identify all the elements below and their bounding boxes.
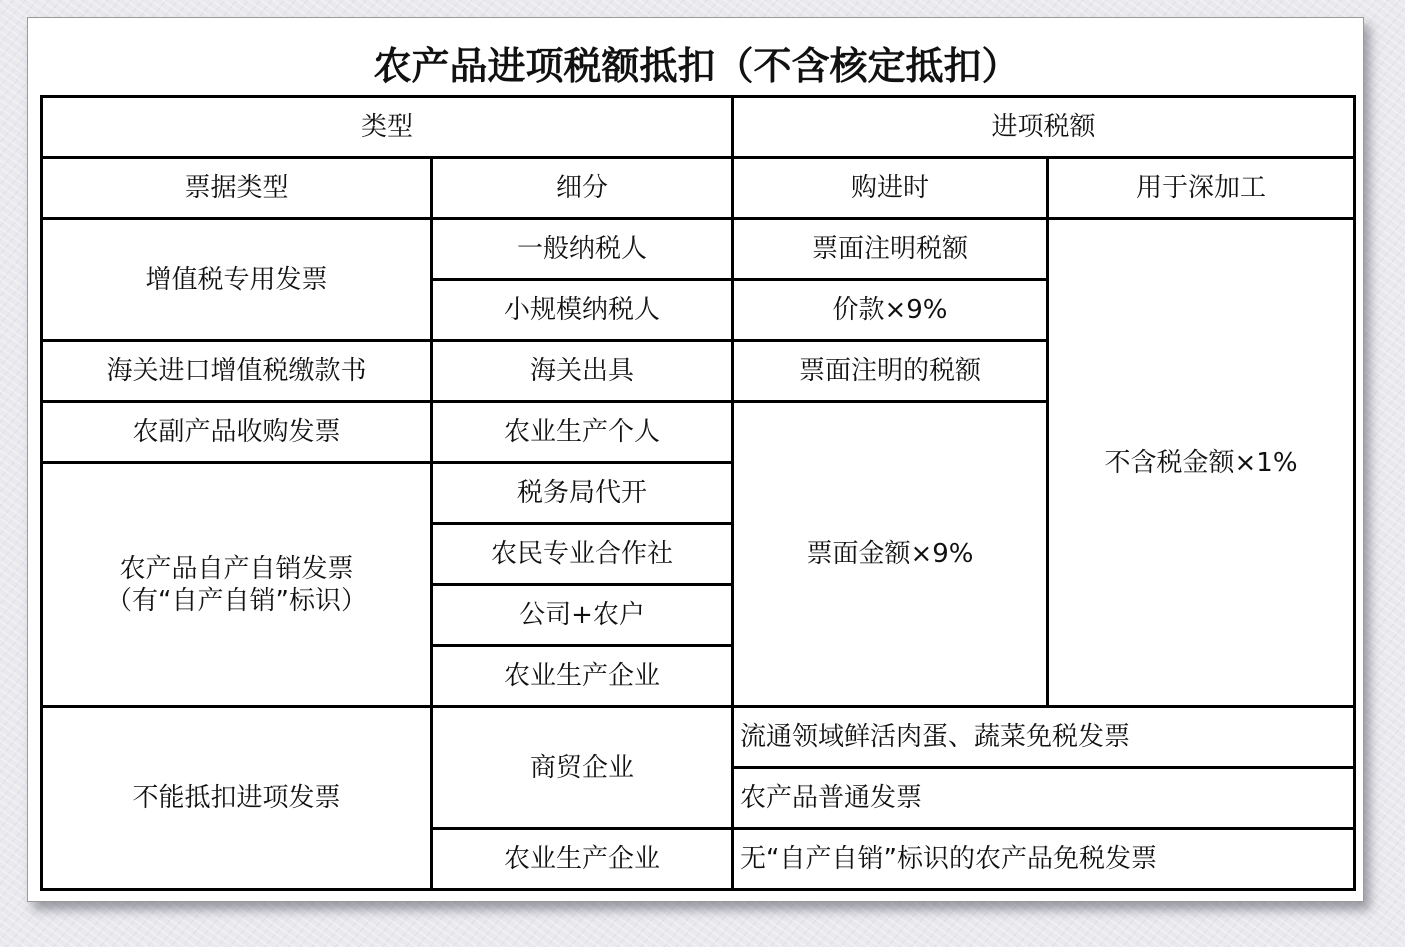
header-input-tax: 进项税额 [733, 97, 1355, 158]
document-card [27, 17, 1364, 902]
table-header-row [42, 97, 1355, 158]
cell-company-farmer: 公司+农户 [432, 585, 733, 646]
cell-ordinary-agri-invoice: 农产品普通发票 [733, 768, 1355, 829]
cell-deep-processing-tax: 不含税金额×1% [1048, 219, 1355, 707]
subheader-ticket-type: 票据类型 [42, 158, 432, 219]
tax-deduction-table [40, 95, 1356, 891]
cell-small-taxpayer-tax: 价款×9% [733, 280, 1048, 341]
cell-circulation-exempt: 流通领域鲜活肉蛋、蔬菜免税发票 [733, 707, 1355, 768]
self-produced-invoice-line1: 农产品自产自销发票 [119, 553, 354, 584]
table-subheader-row [42, 158, 1355, 219]
cell-self-produced-invoice [42, 463, 432, 707]
table-row [42, 219, 1355, 280]
cell-agri-enterprise: 农业生产企业 [432, 646, 733, 707]
cell-tax-bureau-issued: 税务局代开 [432, 463, 733, 524]
cell-customs-tax: 票面注明的税额 [733, 341, 1048, 402]
table-row [42, 707, 1355, 768]
cell-non-deductible: 不能抵扣进项发票 [42, 707, 432, 890]
cell-face-amount-tax: 票面金额×9% [733, 402, 1048, 707]
header-type: 类型 [42, 97, 733, 158]
cell-general-taxpayer-tax: 票面注明税额 [733, 219, 1048, 280]
cell-agri-purchase-invoice: 农副产品收购发票 [42, 402, 432, 463]
cell-small-taxpayer: 小规模纳税人 [432, 280, 733, 341]
cell-agri-individual: 农业生产个人 [432, 402, 733, 463]
subheader-subdivision: 细分 [432, 158, 733, 219]
page-title: 农产品进项税额抵扣（不含核定抵扣） [373, 44, 1020, 88]
subheader-deep-processing: 用于深加工 [1048, 158, 1355, 219]
self-produced-invoice-line2: （有“自产自销”标识） [106, 585, 367, 616]
cell-agri-enterprise-2: 农业生产企业 [432, 829, 733, 890]
cell-vat-special-invoice: 增值税专用发票 [42, 219, 432, 341]
cell-general-taxpayer: 一般纳税人 [432, 219, 733, 280]
cell-customs-payment: 海关进口增值税缴款书 [42, 341, 432, 402]
subheader-at-purchase: 购进时 [733, 158, 1048, 219]
cell-trade-enterprise: 商贸企业 [432, 707, 733, 829]
cell-customs-issued: 海关出具 [432, 341, 733, 402]
cell-cooperative: 农民专业合作社 [432, 524, 733, 585]
cell-no-mark-exempt: 无“自产自销”标识的农产品免税发票 [733, 829, 1355, 890]
